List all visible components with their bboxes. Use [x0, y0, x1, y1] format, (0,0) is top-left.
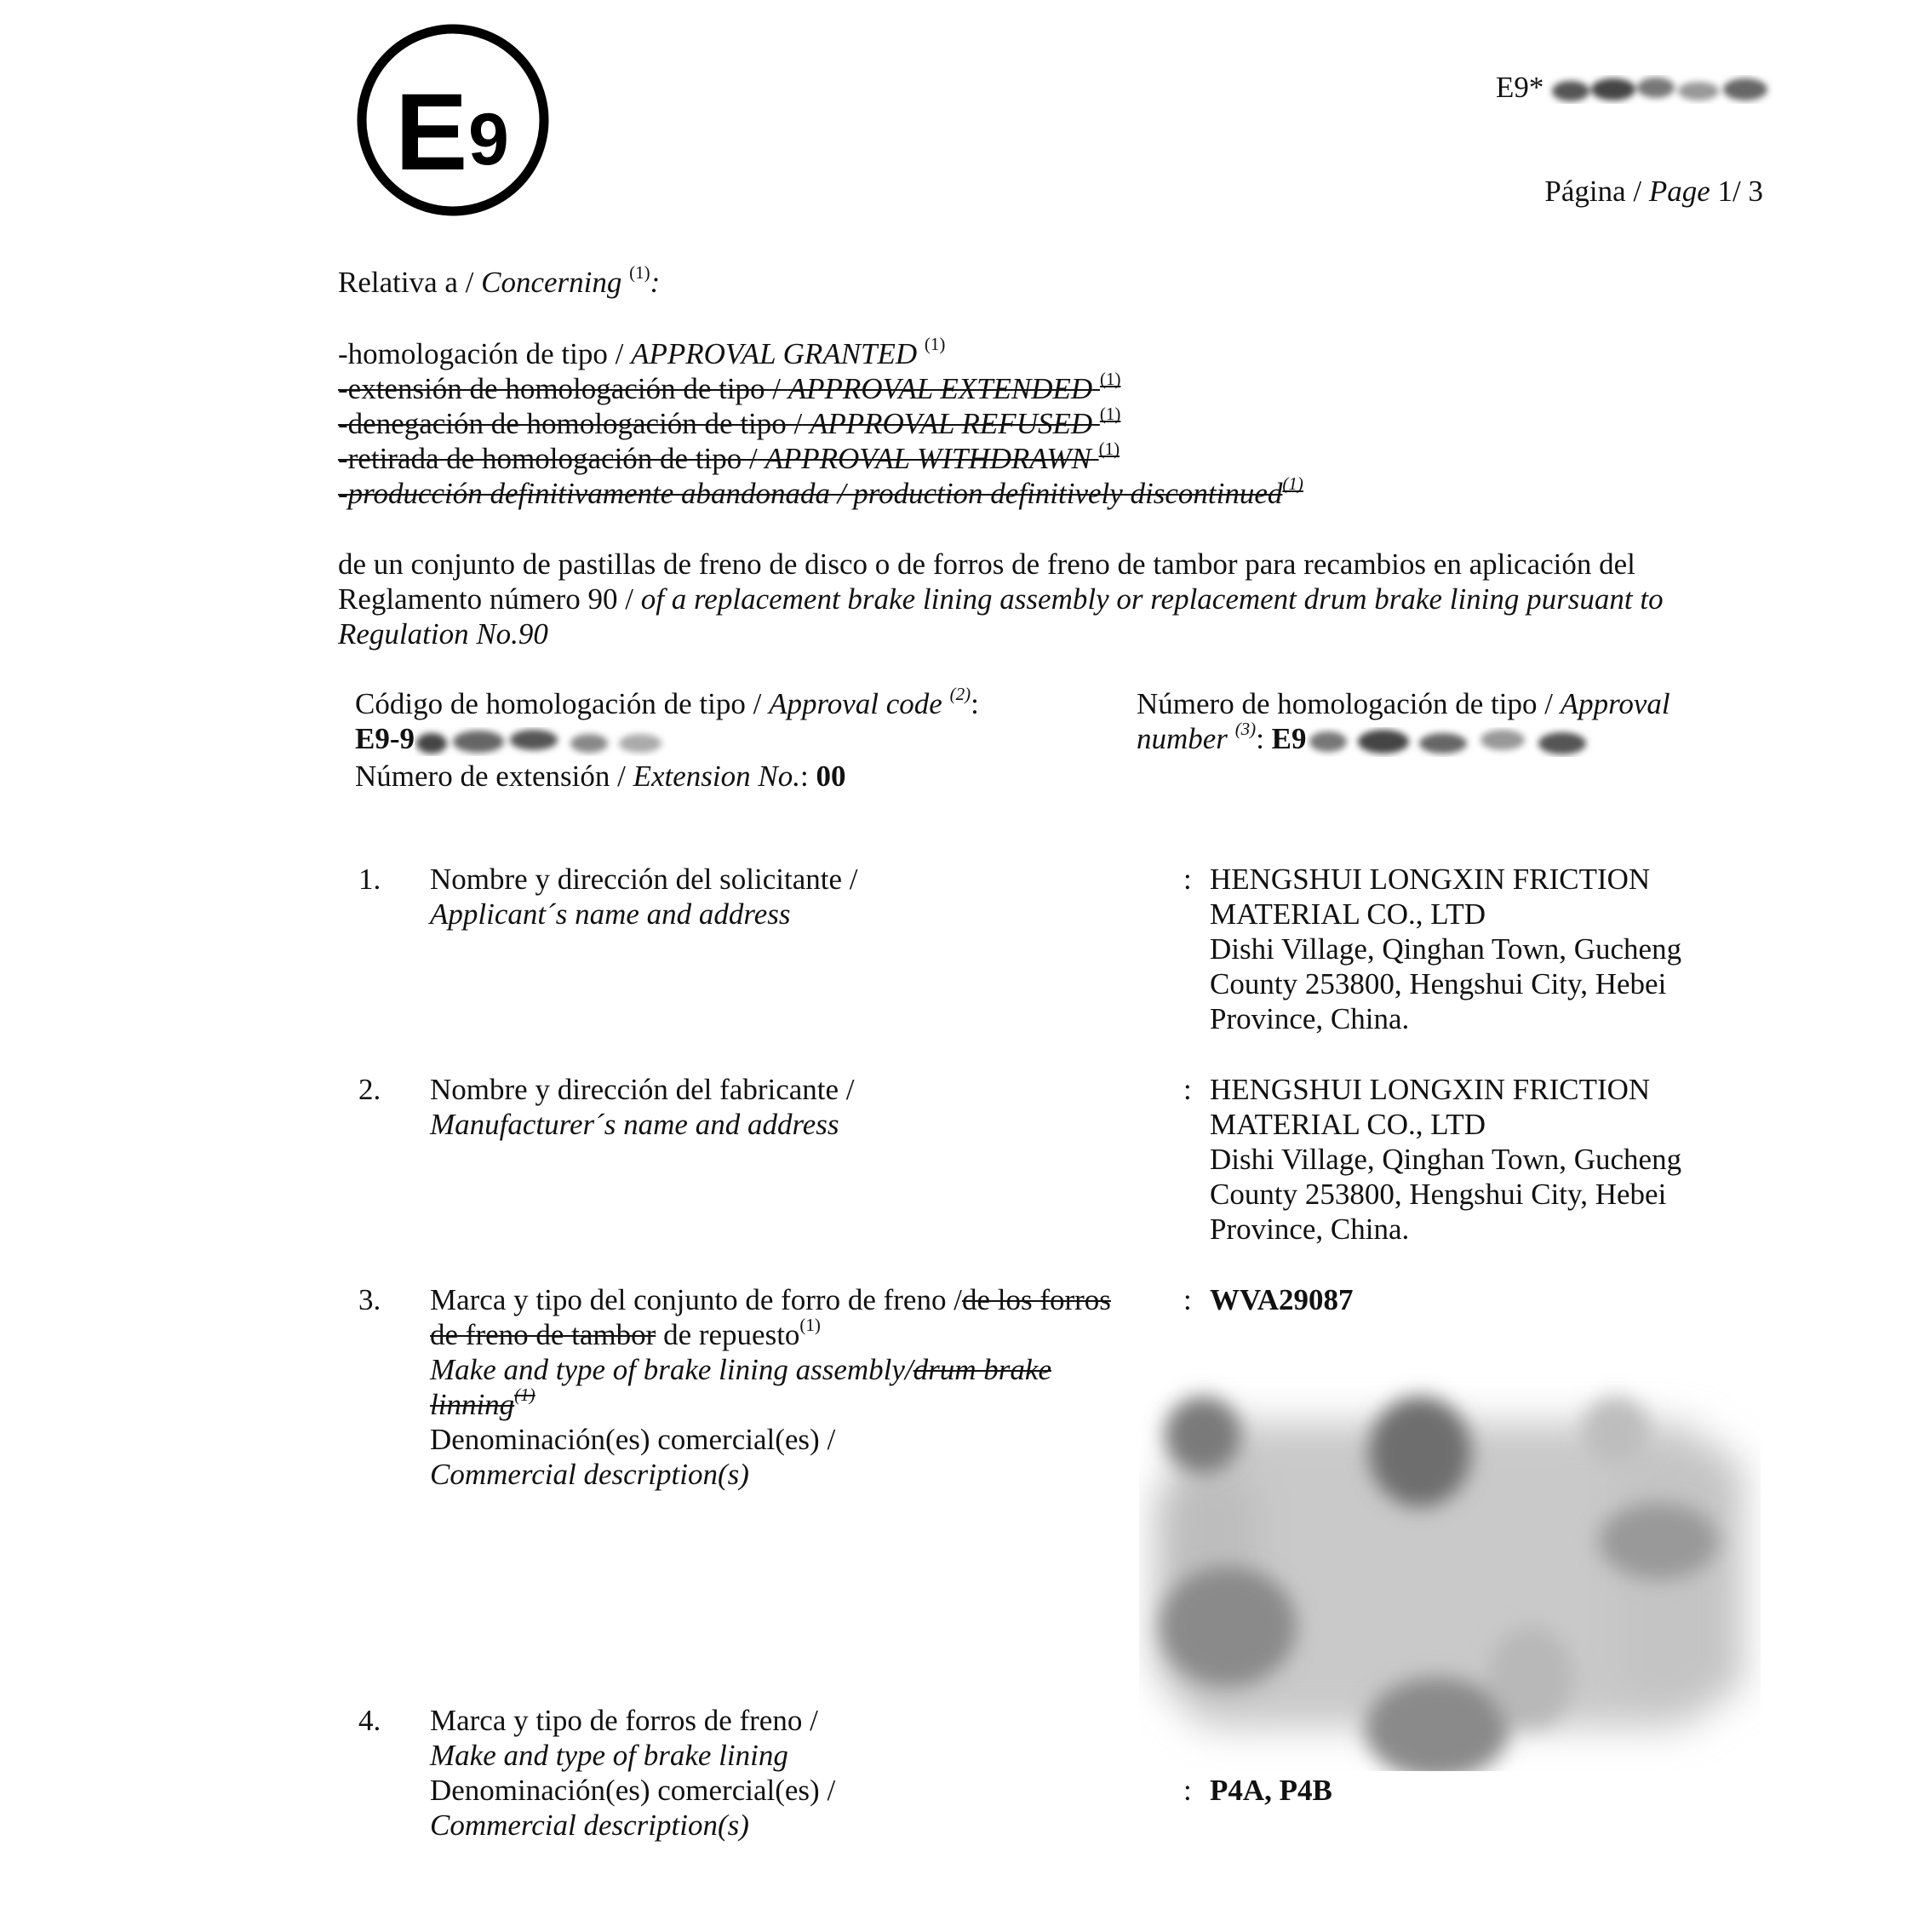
status-es: -extensión de homologación de tipo /: [338, 372, 782, 405]
item-4-number: 4.: [358, 1704, 381, 1737]
item-4-label: [430, 1703, 1137, 1843]
status-extended-struck: [338, 371, 1120, 406]
item-2-number: 2.: [358, 1073, 381, 1106]
approval-reference: [1496, 70, 1777, 108]
extension-line: Número de extensión / Extension No.: 00: [355, 759, 846, 793]
reference-prefix: E9*: [1496, 71, 1544, 104]
e9-approval-logo: [356, 23, 550, 217]
approval-code-block: [355, 686, 1104, 794]
status-note: (1): [1282, 473, 1303, 495]
approval-code-note: (2): [949, 684, 971, 705]
status-note: (1): [1098, 439, 1120, 460]
logo-number: 9: [468, 99, 509, 181]
status-es: -homologación de tipo /: [338, 337, 624, 370]
item-3-number: 3.: [358, 1283, 381, 1316]
status-note: (1): [1099, 404, 1121, 425]
applicant-address: Dishi Village, Qinghan Town, Gucheng County 253800, Hengshui City, Hebei Province, China.: [1210, 932, 1682, 1035]
status-en: APPROVAL WITHDRAWN: [765, 442, 1091, 475]
item-1-colon: :: [1183, 863, 1192, 896]
item-3-colon: :: [1183, 1283, 1192, 1316]
item-4-label2-en: Commercial description(s): [430, 1809, 749, 1842]
approval-number-note: (3): [1234, 719, 1257, 740]
item-3-label-es-b: de repuesto: [663, 1318, 800, 1351]
item-2-label-es: Nombre y dirección del fabricante /: [430, 1073, 855, 1106]
page-label-en: Page: [1648, 175, 1710, 208]
status-granted: [338, 336, 945, 371]
item-2-label: [430, 1072, 1137, 1142]
status-es: -producción definitivamente abandonada / production definitively discontinued: [338, 477, 1283, 510]
item-3-label2-en: Commercial description(s): [430, 1458, 749, 1491]
item-3-label2-es: Denominación(es) comercial(es) /: [430, 1423, 836, 1456]
approval-code-label-en: Approval code: [769, 687, 942, 720]
item-3-en-note: (1): [514, 1385, 535, 1406]
redacted-product-photo: [1139, 1371, 1761, 1771]
approval-number-prefix: E9: [1271, 722, 1307, 755]
concerning-label-en: Concerning: [481, 266, 622, 299]
applicant-name: HENGSHUI LONGXIN FRICTION MATERIAL CO., LTD: [1210, 863, 1651, 931]
extension-label-en: Extension No.: [633, 759, 800, 793]
page-label-es: Página /: [1544, 175, 1642, 208]
extension-label-es: Número de extensión /: [355, 759, 626, 793]
item-1-value: [1210, 862, 1738, 1036]
item-3-label-es-struck: de los forros de freno de tambor: [430, 1283, 1111, 1351]
concerning-suffix: :: [650, 266, 661, 299]
item-4-label-es: Marca y tipo de forros de freno /: [430, 1704, 818, 1737]
status-discontinued-struck: [338, 473, 1303, 511]
item-2-label-en: Manufacturer´s name and address: [430, 1108, 839, 1141]
approval-code-prefix: E9-9: [355, 722, 415, 755]
concerning-heading: [338, 262, 661, 300]
item-1-label: [430, 862, 1137, 932]
status-note: (1): [924, 334, 946, 355]
approval-number-block: Número de homologación de tipo / Approval number $^{(3)}$: E9: [1137, 686, 1732, 759]
item-1-number: 1.: [358, 863, 381, 896]
item-3-label: [430, 1282, 1137, 1492]
approval-number-label-es: Número de homologación de tipo /: [1137, 687, 1553, 720]
intro-en: of a replacement brake lining assembly or replacement drum brake lining pursuant to Regulation No.90: [338, 582, 1664, 651]
manufacturer-address: Dishi Village, Qinghan Town, Gucheng County 253800, Hengshui City, Hebei Province, China.: [1210, 1143, 1682, 1246]
approval-code-label-es: Código de homologación de tipo /: [355, 687, 762, 720]
concerning-note: (1): [629, 262, 650, 284]
status-withdrawn-struck: [338, 441, 1120, 476]
item-1-label-es: Nombre y dirección del solicitante /: [430, 863, 858, 896]
item-3-label-en: [430, 1352, 1137, 1422]
approval-code-value: [355, 721, 1104, 759]
status-en: APPROVAL EXTENDED: [787, 372, 1093, 405]
item-3-label-en-struck: drum brake linning: [430, 1353, 1051, 1421]
status-refused-struck: [338, 406, 1120, 441]
item-3-label-es-a: Marca y tipo del conjunto de forro de freno /: [430, 1283, 962, 1316]
item-3-note: (1): [799, 1315, 821, 1336]
status-en: APPROVAL GRANTED: [631, 337, 918, 370]
item-2-colon: :: [1183, 1073, 1192, 1106]
page-indicator: [1544, 174, 1763, 209]
item-4-colon: :: [1183, 1774, 1192, 1807]
status-es: -denegación de homologación de tipo /: [338, 407, 803, 440]
intro-paragraph: [338, 547, 1717, 651]
status-note: (1): [1099, 369, 1121, 390]
status-es: -retirada de homologación de tipo /: [338, 442, 758, 475]
redacted-approval-code: [415, 725, 670, 759]
manufacturer-name: HENGSHUI LONGXIN FRICTION MATERIAL CO., LTD: [1210, 1073, 1651, 1141]
status-en: APPROVAL REFUSED: [810, 407, 1093, 440]
concerning-label-es: Relativa a /: [338, 266, 474, 299]
intro-es: de un conjunto de pastillas de freno de disco o de forros de freno de tambor para recambios en aplicación del Reglamento número 90 /: [338, 547, 1635, 616]
page-number: 1/ 3: [1717, 175, 1763, 208]
item-3-label-en-a: Make and type of brake lining assembly/: [430, 1353, 913, 1386]
item-4-value: P4A, P4B: [1210, 1774, 1332, 1807]
item-2-value: [1210, 1072, 1738, 1247]
redacted-approval-number: [1307, 725, 1596, 759]
item-3-value: WVA29087: [1210, 1283, 1354, 1316]
item-4-label2-es: Denominación(es) comercial(es) /: [430, 1774, 836, 1807]
item-3-label-es: [430, 1282, 1137, 1352]
redacted-reference: [1545, 72, 1777, 108]
approval-code-label: Código de homologación de tipo / Approval code $^{(2)}$:: [355, 684, 979, 720]
item-1-label-en: Applicant´s name and address: [430, 897, 791, 931]
logo-letter: E: [395, 72, 468, 193]
approval-number-label-en: Approval number: [1137, 687, 1670, 755]
extension-value: 00: [816, 759, 846, 793]
item-4-label-en: Make and type of brake lining: [430, 1739, 788, 1772]
